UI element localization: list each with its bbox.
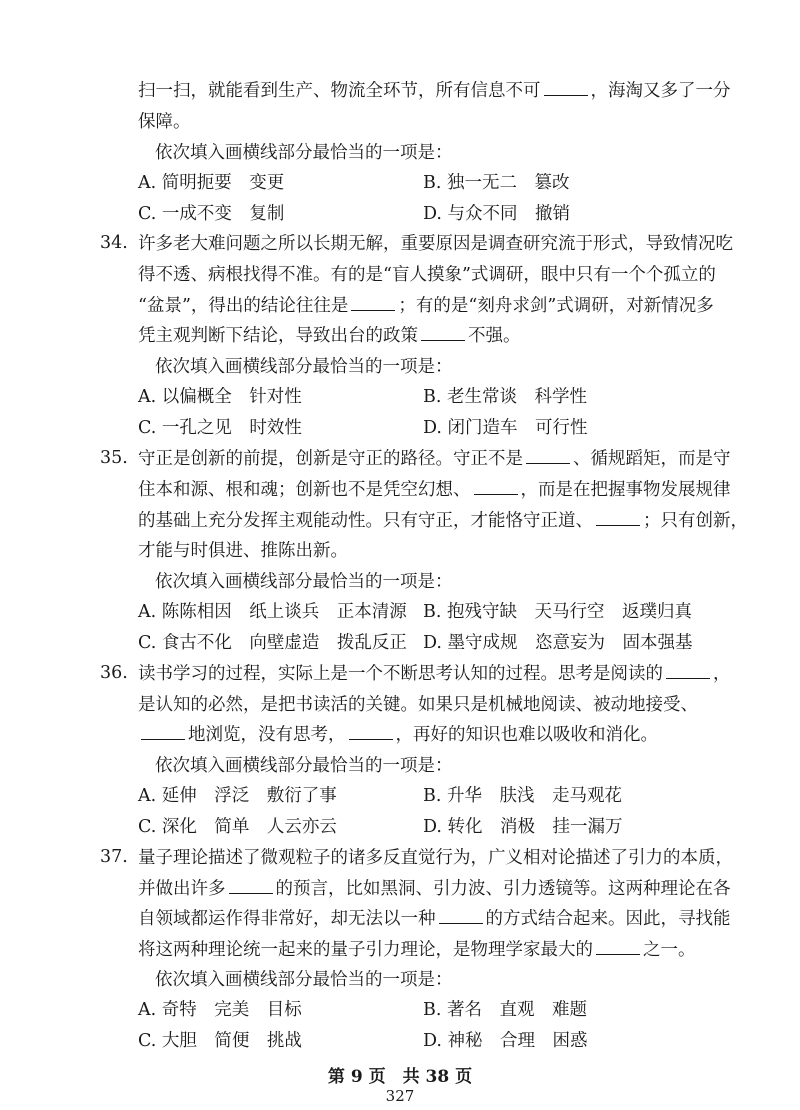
text: 并做出许多 — [138, 879, 226, 899]
q33-prompt: 依次填入画横线部分最恰当的一项是： — [155, 143, 453, 163]
answer-blank — [421, 326, 465, 341]
answer-blank — [596, 940, 640, 955]
q36-option-c: C. 深化 简单 人云亦云 — [138, 817, 337, 837]
q34-option-a: A. 以偏概全 针对性 — [138, 387, 302, 407]
q34-option-d: D. 闭门造车 可行性 — [423, 418, 588, 438]
text: 守正是创新的前提，创新是守正的路径。守正不是 — [138, 449, 523, 469]
text: “盆景”，得出的结论往往是 — [138, 296, 349, 316]
q34-option-c: C. 一孔之见 时效性 — [138, 418, 302, 438]
text: ，再好的知识也难以吸收和消化。 — [395, 725, 658, 745]
q35-option-c: C. 食古不化 向壁虚造 拨乱反正 — [138, 633, 407, 653]
answer-blank — [526, 449, 570, 464]
q33-line-1 — [138, 80, 731, 102]
q36-option-a: A. 延伸 浮泛 敷衍了事 — [138, 786, 337, 806]
q37-option-b: B. 著名 直观 难题 — [423, 1000, 587, 1020]
text: 之一。 — [643, 940, 696, 960]
page-number: 327 — [385, 1087, 415, 1105]
q37-line-1: 量子理论描述了微观粒子的诸多反直觉行为，广义相对论描述了引力的本质， — [138, 848, 733, 868]
q37-number: 37. — [100, 847, 128, 867]
text: 的方式结合起来。因此，寻找能 — [485, 909, 731, 929]
q35-line-2 — [138, 479, 731, 501]
text: 的基础上充分发挥主观能动性。只有守正，才能恪守正道、 — [138, 511, 593, 531]
q36-option-b: B. 升华 肤浅 走马观花 — [423, 786, 622, 806]
text: ；只有创新， — [643, 511, 748, 531]
q35-option-a: A. 陈陈相因 纸上谈兵 正本清源 — [138, 602, 407, 622]
text: 的预言，比如黑洞、引力波、引力透镜等。这两种理论在各 — [275, 879, 731, 899]
text: 不强。 — [468, 326, 521, 346]
text: 地浏览，没有思考， — [188, 725, 346, 745]
q37-line-2 — [138, 878, 731, 900]
q34-line-1: 许多老大难问题之所以长期无解，重要原因是调查研究流于形式，导致情况吃 — [138, 234, 733, 254]
answer-blank — [351, 296, 395, 311]
q33-option-d: D. 与众不同 撤销 — [423, 204, 571, 224]
q33-option-b: B. 独一无二 篡改 — [423, 173, 570, 193]
q34-number: 34. — [100, 233, 128, 253]
q36-line-3 — [138, 724, 658, 746]
answer-blank — [229, 879, 273, 894]
q37-option-c: C. 大胆 简便 挑战 — [138, 1031, 302, 1051]
text: ， — [713, 664, 731, 684]
q34-line-4 — [138, 325, 521, 347]
q34-line-2: 得不透、病根找得不准。有的是“盲人摸象”式调研，眼中只有一个个孤立的 — [138, 265, 716, 285]
text: 扫一扫，就能看到生产、物流全环节，所有信息不可 — [138, 81, 541, 101]
text: 自领域都运作得非常好，却无法以一种 — [138, 909, 436, 929]
q33-option-c: C. 一成不变 复制 — [138, 204, 285, 224]
q35-number: 35. — [100, 448, 128, 468]
q34-line-3 — [138, 295, 714, 317]
answer-blank — [141, 725, 185, 740]
q36-line-2: 是认知的必然，是把书读活的关键。如果只是机械地阅读、被动地接受、 — [138, 695, 698, 715]
q37-line-4 — [138, 939, 696, 961]
q35-line-4: 才能与时俱进、推陈出新。 — [138, 541, 348, 561]
page-label: 第 9 页 共 38 页 — [327, 1067, 473, 1087]
text: 读书学习的过程，实际上是一个不断思考认知的过程。思考是阅读的 — [138, 664, 663, 684]
q36-number: 36. — [100, 663, 128, 683]
answer-blank — [544, 81, 588, 96]
q37-option-d: D. 神秘 合理 困惑 — [423, 1031, 588, 1051]
q34-option-b: B. 老生常谈 科学性 — [423, 387, 587, 407]
q35-line-1 — [138, 448, 731, 470]
q36-prompt: 依次填入画横线部分最恰当的一项是： — [155, 756, 453, 776]
answer-blank — [349, 725, 393, 740]
text: ，海淘又多了一分 — [590, 81, 731, 101]
text: 住本和源、根和魂；创新也不是凭空幻想、 — [138, 480, 471, 500]
q33-option-a: A. 简明扼要 变更 — [138, 173, 285, 193]
text: 凭主观判断下结论，导致出台的政策 — [138, 326, 418, 346]
q34-prompt: 依次填入画横线部分最恰当的一项是： — [155, 357, 453, 377]
q33-line-2: 保障。 — [138, 112, 191, 132]
q35-line-3 — [138, 510, 748, 532]
q37-line-3 — [138, 908, 731, 930]
q35-option-b: B. 抱残守缺 天马行空 返璞归真 — [423, 602, 692, 622]
text: ，而是在把握事物发展规律 — [520, 480, 731, 500]
text: 、循规蹈矩，而是守 — [573, 449, 731, 469]
q35-prompt: 依次填入画横线部分最恰当的一项是： — [155, 572, 453, 592]
q35-option-d: D. 墨守成规 恣意妄为 固本强基 — [423, 633, 693, 653]
answer-blank — [666, 664, 710, 679]
answer-blank — [439, 909, 483, 924]
text: ；有的是“刻舟求剑”式调研，对新情况多 — [398, 296, 714, 316]
text: 将这两种理论统一起来的量子引力理论，是物理学家最大的 — [138, 940, 593, 960]
q36-option-d: D. 转化 消极 挂一漏万 — [423, 817, 623, 837]
answer-blank — [596, 511, 640, 526]
q37-prompt: 依次填入画横线部分最恰当的一项是： — [155, 970, 453, 990]
q37-option-a: A. 奇特 完美 目标 — [138, 1000, 302, 1020]
answer-blank — [474, 480, 518, 495]
q36-line-1 — [138, 663, 731, 685]
